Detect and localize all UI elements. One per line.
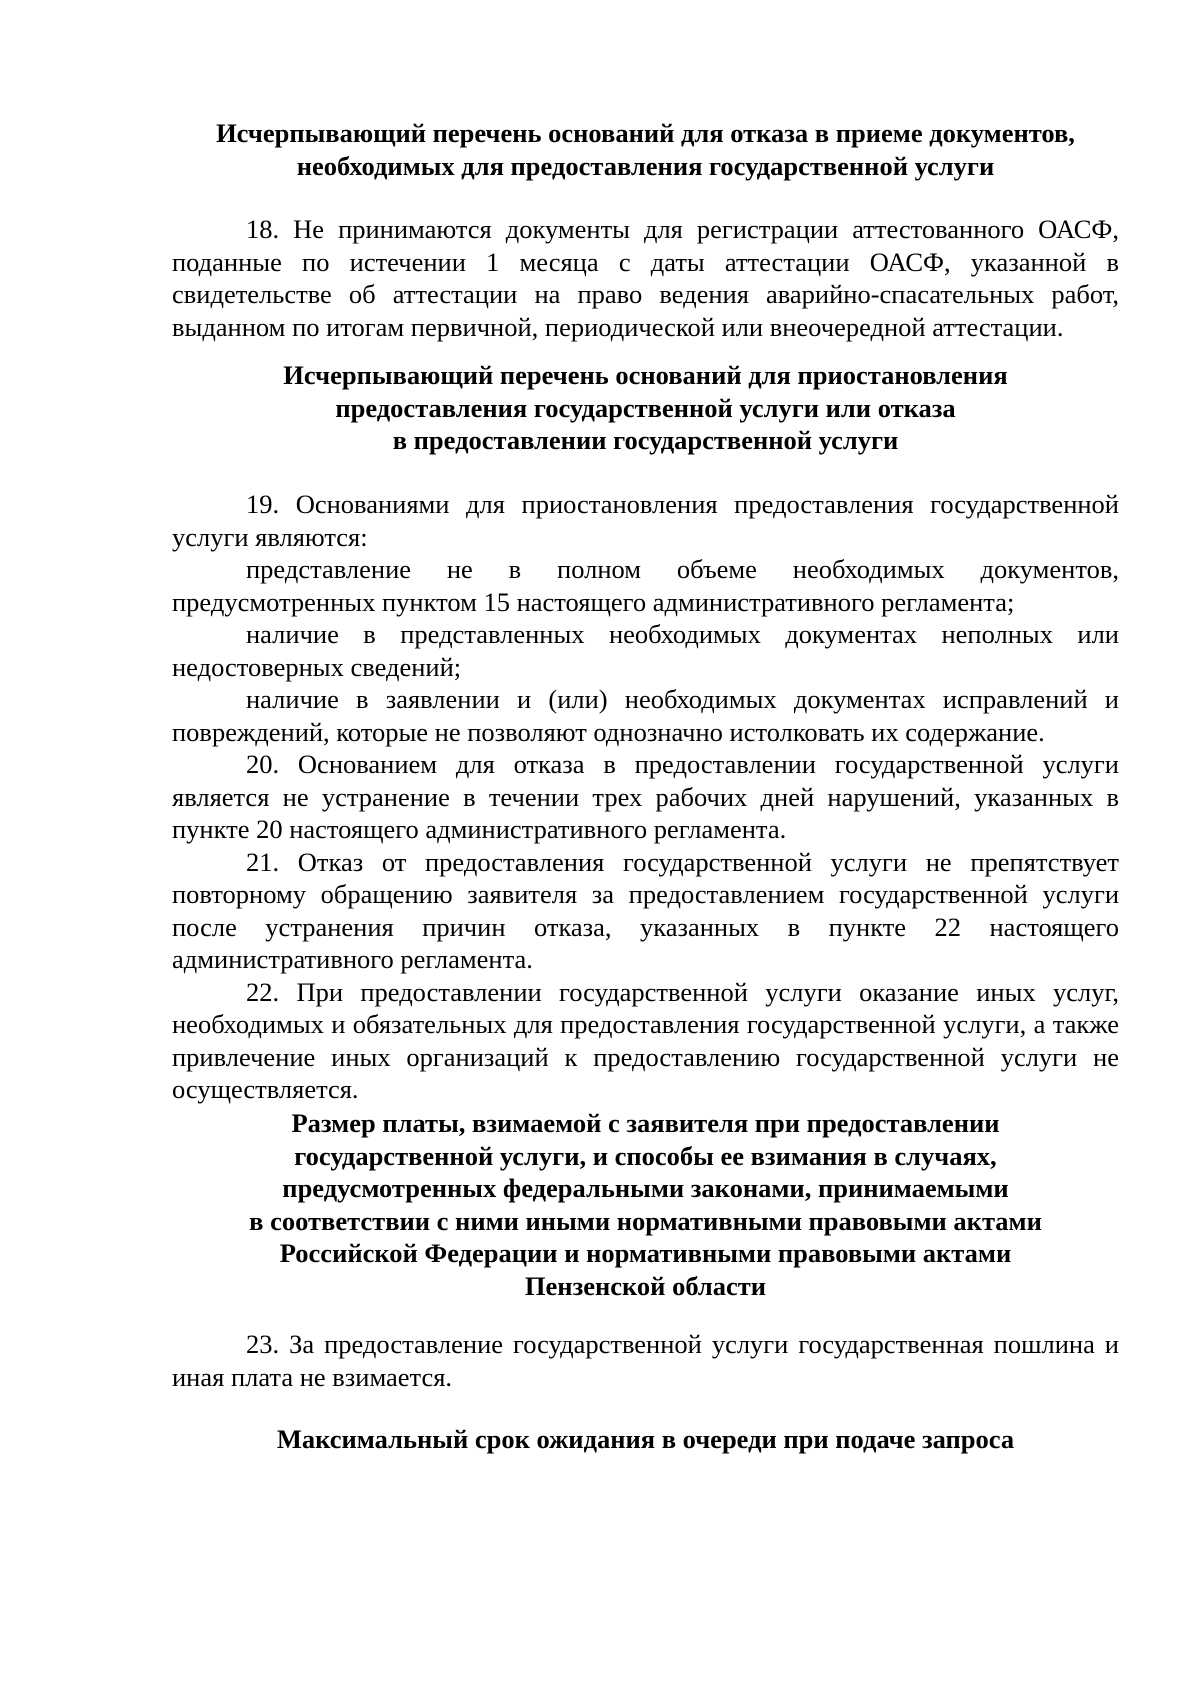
heading-line: Исчерпывающий перечень оснований для приостановления xyxy=(283,360,1008,390)
paragraph-18-block xyxy=(172,213,1119,343)
heading-line: Максимальный срок ожидания в очереди при подаче запроса xyxy=(276,1424,1015,1454)
paragraph-19-item-3: наличие в заявлении и (или) необходимых документах исправлений и повреждений, которые не позволяют однозначно истолковать их содержание. xyxy=(172,684,1119,747)
paragraph-22: 22. При предоставлении государственной услуги оказание иных услуг, необходимых и обязательных для предоставления государственной услуги, а также привлечение иных организаций к предоставлению государственной услуги не осуществляется. xyxy=(172,976,1119,1104)
paragraph-19-item-2: наличие в представленных необходимых документах неполных или недостоверных сведений; xyxy=(172,619,1119,682)
heading-line: Российской Федерации и нормативными правовыми актами xyxy=(279,1238,1012,1268)
heading-line: необходимых для предоставления государственной услуги xyxy=(296,150,995,181)
section-heading-queue-time xyxy=(172,1423,1119,1456)
heading-line: Исчерпывающий перечень оснований для отказа в приеме документов, xyxy=(216,118,1075,148)
section-heading-fees xyxy=(172,1107,1119,1302)
heading-line: предоставления государственной услуги или отказа xyxy=(335,392,956,423)
heading-line: Размер платы, взимаемой с заявителя при предоставлении xyxy=(291,1108,1000,1138)
paragraph-23-block xyxy=(172,1328,1119,1393)
paragraph-19: 19. Основаниями для приостановления предоставления государственной услуги являются: xyxy=(172,489,1119,552)
paragraph-20: 20. Основанием для отказа в предоставлении государственной услуги является не устранение в течении трех рабочих дней нарушений, указанных в пункте 20 настоящего административного регламента. xyxy=(172,749,1119,844)
heading-line: предусмотренных федеральными законами, принимаемыми xyxy=(282,1173,1009,1203)
paragraph-21: 21. Отказ от предоставления государственной услуги не препятствует повторному обращению заявителя за предоставлением государственной услуги после устранения причин отказа, указанных в пункте 22 настоящего административного регламента. xyxy=(172,846,1119,974)
heading-line: государственной услуги, и способы ее взимания в случаях, xyxy=(294,1140,997,1171)
paragraph-23: 23. За предоставление государственной услуги государственная пошлина и иная плата не взимается. xyxy=(172,1329,1119,1392)
heading-line: Пензенской области xyxy=(524,1270,767,1301)
section-heading-refusal-documents xyxy=(172,117,1119,182)
heading-line: в соответствии с ними иными нормативными правовыми актами xyxy=(249,1205,1042,1236)
paragraph-19-item-1: представление не в полном объеме необходимых документов, предусмотренных пунктом 15 настоящего административного регламента; xyxy=(172,554,1119,617)
paragraph-18: 18. Не принимаются документы для регистрации аттестованного ОАСФ, поданные по истечении 1 месяца с даты аттестации ОАСФ, указанной в свидетельстве об аттестации на право ведения аварийно-спасательных работ, выданном по итогам первичной, периодической или внеочередной аттестации. xyxy=(172,214,1119,342)
heading-line: в предоставлении государственной услуги xyxy=(392,425,899,455)
section-heading-suspension xyxy=(172,359,1119,457)
suspension-paragraphs xyxy=(172,488,1119,1106)
